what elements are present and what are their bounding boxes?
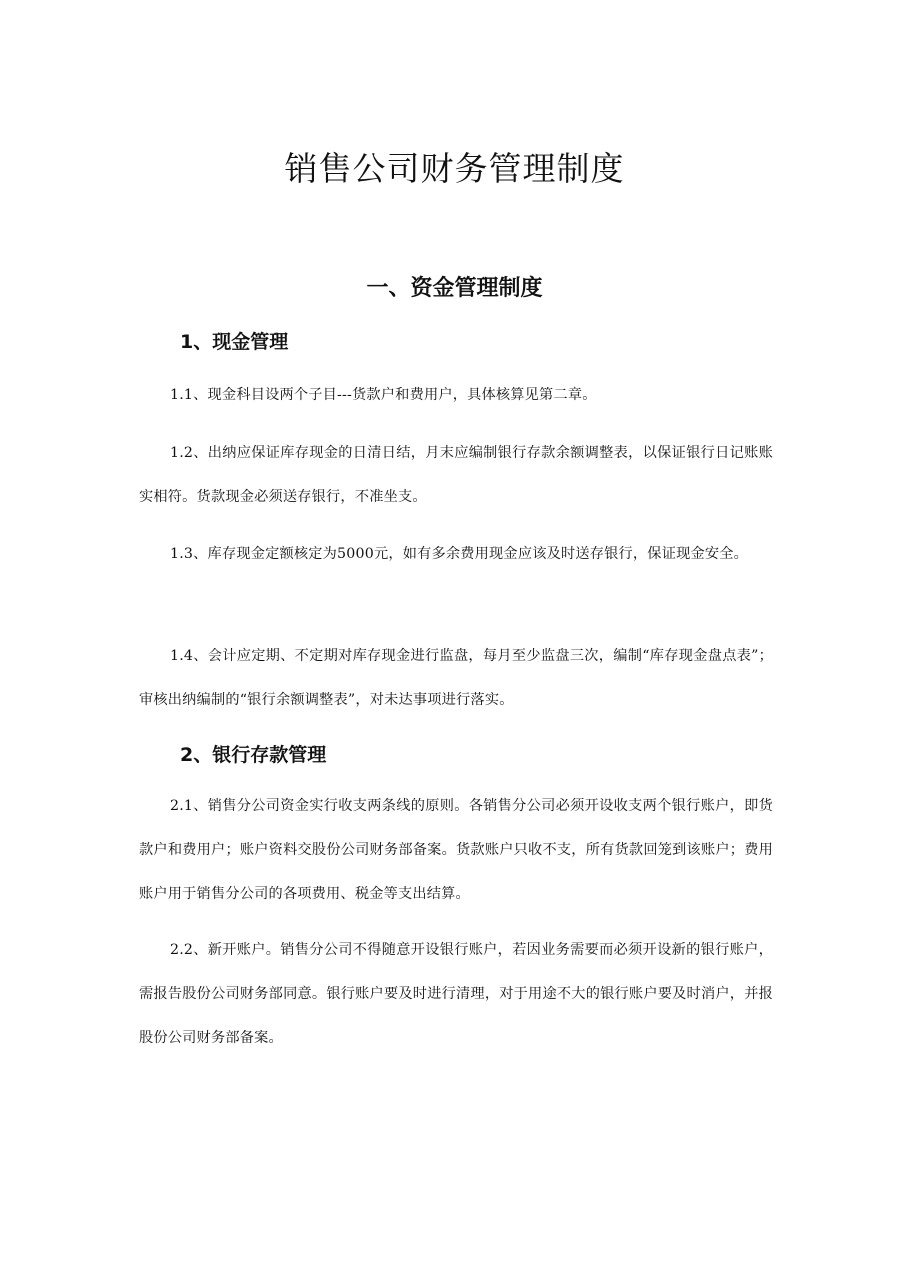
paragraph-2-2: 2.2、新开账户。销售分公司不得随意开设银行账户，若因业务需要而必须开设新的银行账户，需报告股份公司财务部同意。银行账户要及时进行清理，对于用途不大的银行账户要及时消户，并报股份公司财务部备案。 bbox=[139, 942, 773, 1046]
section-title-bank-deposit-management: 2、银行存款管理 bbox=[180, 744, 327, 766]
paragraph-1-4: 1.4、会计应定期、不定期对库存现金进行监盘，每月至少监盘三次，编制“库存现金盘点表”；审核出纳编制的“银行余额调整表”，对未达事项进行落实。 bbox=[139, 648, 773, 708]
section-title-cash-management: 1、现金管理 bbox=[180, 331, 289, 353]
chapter-title-fund-management: 一、资金管理制度 bbox=[366, 276, 543, 301]
paragraph-1-3: 1.3、库存现金定额核定为5000元，如有多余费用现金应该及时送存银行，保证现金安全。 bbox=[170, 546, 749, 562]
document-title: 销售公司财务管理制度 bbox=[284, 149, 625, 188]
paragraph-1-2: 1.2、出纳应保证库存现金的日清日结，月末应编制银行存款余额调整表，以保证银行日记账账实相符。货款现金必须送存银行，不准坐支。 bbox=[139, 445, 773, 505]
paragraph-2-1: 2.1、销售分公司资金实行收支两条线的原则。各销售分公司必须开设收支两个银行账户，即货款户和费用户；账户资料交股份公司财务部备案。货款账户只收不支，所有货款回笼到该账户；费用账户用于销售分公司的各项费用、税金等支出结算。 bbox=[139, 798, 773, 902]
paragraph-1-1: 1.1、现金科目设两个子目---货款户和费用户，具体核算见第二章。 bbox=[170, 387, 597, 403]
